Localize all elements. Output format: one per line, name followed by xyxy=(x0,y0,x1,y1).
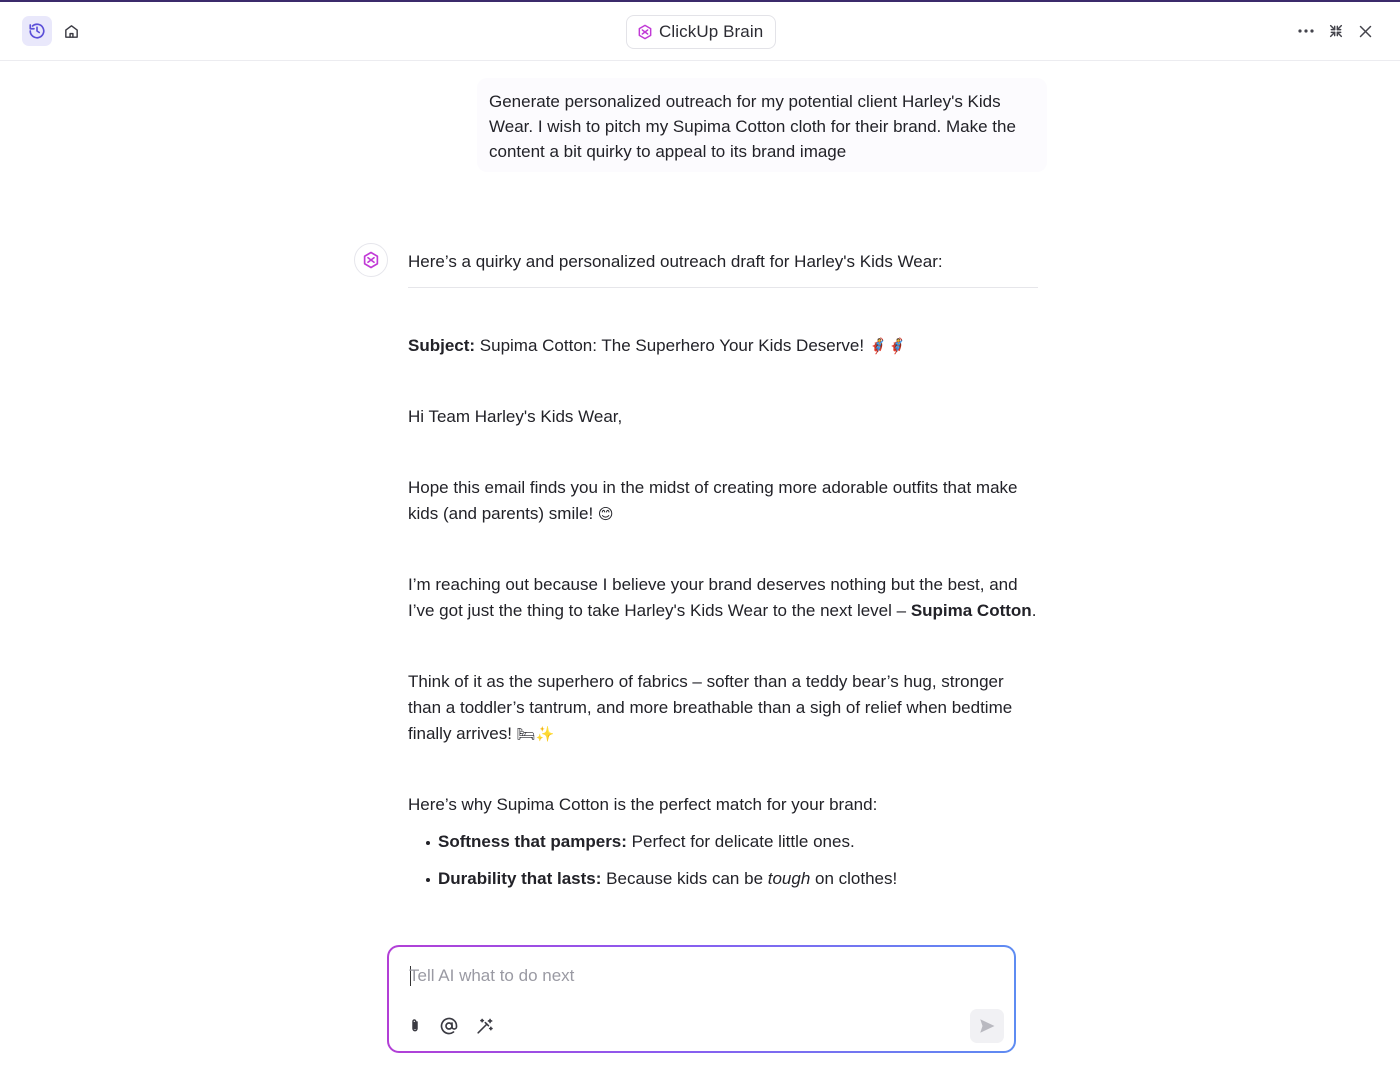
bullet-2-text: Because kids can be xyxy=(601,869,768,888)
email-greeting: Hi Team Harley's Kids Wear, xyxy=(408,407,623,426)
paragraph-2-text: I’m reaching out because I believe your brand deserves nothing but the best, and I’ve got just the thing to take Harley's Kids Wear to the next level – xyxy=(408,575,1018,620)
list-item xyxy=(408,829,1038,855)
email-paragraph-1 xyxy=(408,475,1038,527)
email-paragraph-2 xyxy=(408,572,1038,624)
magic-wand-icon xyxy=(475,1017,494,1036)
bullet-dot xyxy=(426,878,430,882)
user-message-bubble xyxy=(477,78,1047,172)
history-icon xyxy=(28,22,46,40)
brain-logo-icon xyxy=(362,251,380,269)
title-pill[interactable] xyxy=(626,15,776,49)
benefits-list xyxy=(408,829,1038,892)
send-button[interactable] xyxy=(970,1009,1004,1043)
subject-label: Subject: xyxy=(408,336,476,355)
mention-button[interactable] xyxy=(438,1015,460,1037)
collapse-icon xyxy=(1328,23,1344,39)
subject-text: Supima Cotton: The Superhero Your Kids Deserve! xyxy=(475,336,869,355)
paperclip-icon xyxy=(407,1017,423,1035)
paragraph-2-bold: Supima Cotton xyxy=(910,601,1032,620)
email-paragraph-4: Here’s why Supima Cotton is the perfect match for your brand: xyxy=(408,795,878,814)
ai-avatar xyxy=(354,243,388,277)
history-button[interactable] xyxy=(22,16,52,46)
bullet-2-tail: on clothes! xyxy=(810,869,898,888)
header-bar xyxy=(0,2,1400,61)
bullet-2-bold: Durability that lasts: xyxy=(438,869,602,888)
paragraph-3-text: Think of it as the superhero of fabrics – softer than a teddy bear’s hug, stronger than a toddler’s tantrum, and more breathable than a sigh of relief when bedtime finally arrives! xyxy=(408,672,1013,743)
list-item xyxy=(408,866,1038,892)
user-message-text: Generate personalized outreach for my potential client Harley's Kids Wear. I wish to pitch my Supima Cotton cloth for their brand. Make the content a bit quirky to appeal to its brand image xyxy=(489,92,1016,161)
home-button[interactable] xyxy=(56,16,86,46)
brain-logo-icon xyxy=(637,24,653,40)
more-options-button[interactable] xyxy=(1293,18,1319,44)
prompt-input[interactable] xyxy=(409,964,969,988)
bed-sparkle-emoji: 🛏✨ xyxy=(516,725,555,743)
ai-response-intro: Here’s a quirky and personalized outreach draft for Harley's Kids Wear: xyxy=(408,249,1038,288)
collapse-button[interactable] xyxy=(1323,18,1349,44)
paragraph-2-end: . xyxy=(1031,601,1037,620)
ai-tools-button[interactable] xyxy=(473,1015,495,1037)
smile-emoji: 😊 xyxy=(597,505,614,523)
composer xyxy=(387,945,1016,1053)
superhero-emoji: 🦸🦸 xyxy=(868,337,907,355)
send-icon xyxy=(978,1017,996,1035)
app-title: ClickUp Brain xyxy=(659,22,764,41)
paragraph-1-text: Hope this email finds you in the midst of creating more adorable outfits that make kids (and parents) smile! xyxy=(408,478,1018,523)
bullet-1-bold: Softness that pampers: xyxy=(438,832,627,851)
email-paragraph-3 xyxy=(408,669,1038,747)
more-horizontal-icon xyxy=(1297,28,1315,34)
home-icon xyxy=(63,23,80,40)
email-subject xyxy=(408,333,1038,359)
attach-button[interactable] xyxy=(404,1015,426,1037)
bullet-dot xyxy=(426,841,430,845)
ai-response xyxy=(408,249,1038,892)
at-sign-icon xyxy=(440,1017,458,1035)
bullet-2-italic: tough xyxy=(767,869,811,888)
composer-box xyxy=(389,947,1014,1051)
close-button[interactable] xyxy=(1352,18,1378,44)
close-icon xyxy=(1358,24,1373,39)
bullet-1-text: Perfect for delicate little ones. xyxy=(626,832,855,851)
